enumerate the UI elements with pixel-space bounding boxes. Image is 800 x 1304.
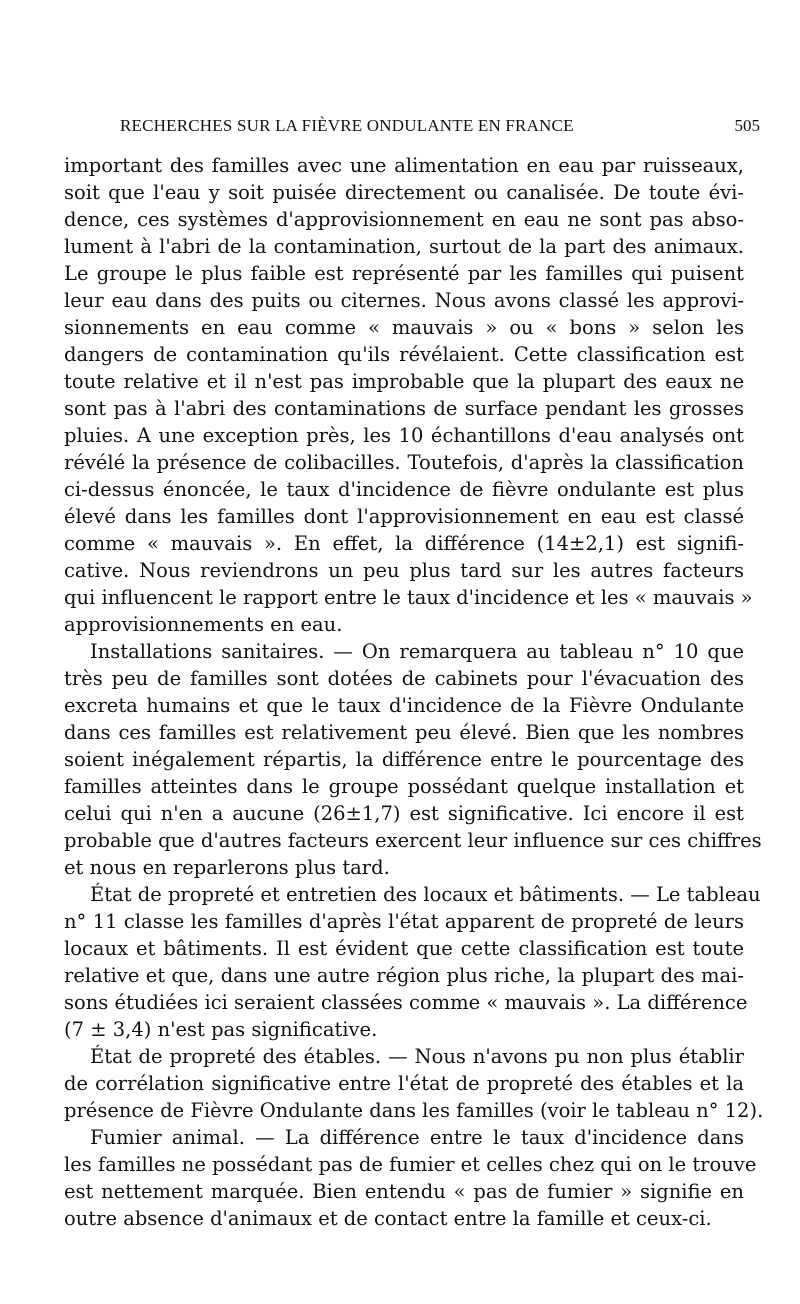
- text-line: [64, 476, 744, 503]
- text-line: [64, 260, 744, 287]
- text-line: [64, 719, 744, 746]
- line-text: familles atteintes dans le groupe possédant quelque installation et: [64, 775, 744, 798]
- line-text: les familles ne possédant pas de fumier et celles chez qui on le trouve: [64, 1153, 757, 1176]
- text-line: [64, 1070, 744, 1097]
- line-text: ci-dessus énoncée, le taux d'incidence de fièvre ondulante est plus: [64, 478, 744, 501]
- text-line: [64, 1124, 744, 1151]
- text-line: [64, 881, 761, 908]
- line-text: approvisionnements en eau.: [64, 613, 343, 636]
- text-line: [64, 557, 744, 584]
- paragraph-heading: Installations sanitaires.: [90, 640, 325, 663]
- line-text: soit que l'eau y soit puisée directement ou canalisée. De toute évi-: [64, 181, 744, 204]
- line-text: (7 ± 3,4) n'est pas significative.: [64, 1018, 378, 1041]
- paragraph-heading: Fumier animal.: [90, 1126, 245, 1149]
- line-text: dangers de contamination qu'ils révélaient. Cette classification est: [64, 343, 744, 366]
- line-text: présence de Fièvre Ondulante dans les familles (voir le tableau n° 12).: [64, 1099, 764, 1122]
- text-line: [64, 206, 744, 233]
- line-text: est nettement marquée. Bien entendu « pas de fumier » signifie en: [64, 1180, 744, 1203]
- running-title: RECHERCHES SUR LA FIÈVRE ONDULANTE EN FRANCE: [120, 116, 574, 135]
- text-line: [64, 800, 744, 827]
- line-text: — Nous n'avons pu non plus établir: [381, 1045, 744, 1068]
- line-text: comme « mauvais ». En effet, la différence (14±2,1) est signifi-: [64, 532, 744, 555]
- line-text: de corrélation significative entre l'état de propreté des étables et la: [64, 1072, 744, 1095]
- text-line: [64, 746, 744, 773]
- line-text: excreta humains et que le taux d'incidence de la Fièvre Ondulante: [64, 694, 744, 717]
- text-line: [64, 1016, 744, 1043]
- line-text: soient inégalement répartis, la différence entre le pourcentage des: [64, 748, 744, 771]
- paragraph-heading: État de propreté des étables.: [90, 1045, 382, 1068]
- paragraph-heading: État de propreté et entretien des locaux et bâtiments.: [90, 883, 625, 906]
- line-text: — On remarquera au tableau n° 10 que: [324, 640, 744, 663]
- text-line: [64, 773, 744, 800]
- text-line: [64, 908, 744, 935]
- text-line: [64, 449, 744, 476]
- line-text: dans ces familles est relativement peu élevé. Bien que les nombres: [64, 721, 744, 744]
- text-line: [64, 692, 744, 719]
- page-number: 505: [734, 116, 760, 135]
- line-text: — Le tableau: [624, 883, 761, 906]
- line-text: dence, ces systèmes d'approvisionnement en eau ne sont pas abso-: [64, 208, 744, 231]
- line-text: important des familles avec une alimentation en eau par ruisseaux,: [64, 154, 744, 177]
- line-text: celui qui n'en a aucune (26±1,7) est significative. Ici encore il est: [64, 802, 744, 825]
- line-text: sont pas à l'abri des contaminations de surface pendant les grosses: [64, 397, 744, 420]
- line-text: révélé la présence de colibacilles. Toutefois, d'après la classification: [64, 451, 744, 474]
- line-text: n° 11 classe les familles d'après l'état apparent de propreté de leurs: [64, 910, 744, 933]
- text-line: [64, 962, 744, 989]
- line-text: qui influencent le rapport entre le taux d'incidence et les « mauvais »: [64, 586, 753, 609]
- line-text: élevé dans les familles dont l'approvisionnement en eau est classé: [64, 505, 744, 528]
- text-line: [64, 422, 744, 449]
- line-text: outre absence d'animaux et de contact entre la famille et ceux-ci.: [64, 1207, 712, 1230]
- text-line: [64, 395, 744, 422]
- line-text: locaux et bâtiments. Il est évident que cette classification est toute: [64, 937, 744, 960]
- text-line: [64, 1205, 744, 1232]
- text-line: [64, 665, 744, 692]
- text-line: [64, 854, 744, 881]
- text-line: [64, 341, 744, 368]
- text-line: [64, 935, 744, 962]
- line-text: et nous en reparlerons plus tard.: [64, 856, 390, 879]
- text-line: [64, 530, 744, 557]
- text-line: [64, 503, 744, 530]
- text-line: [64, 152, 744, 179]
- line-text: sons étudiées ici seraient classées comme « mauvais ». La différence: [64, 991, 748, 1014]
- text-line: [64, 287, 744, 314]
- text-line: [64, 827, 762, 854]
- text-line: [64, 1097, 764, 1124]
- text-line: [64, 1178, 744, 1205]
- line-text: cative. Nous reviendrons un peu plus tard sur les autres facteurs: [64, 559, 744, 582]
- text-line: [64, 638, 744, 665]
- line-text: lument à l'abri de la contamination, surtout de la part des animaux.: [64, 235, 744, 258]
- line-text: toute relative et il n'est pas improbable que la plupart des eaux ne: [64, 370, 744, 393]
- text-line: [64, 1151, 757, 1178]
- line-text: relative et que, dans une autre région plus riche, la plupart des mai-: [64, 964, 744, 987]
- text-line: [64, 989, 748, 1016]
- text-line: [64, 368, 744, 395]
- text-line: [64, 1043, 744, 1070]
- line-text: probable que d'autres facteurs exercent leur influence sur ces chiffres: [64, 829, 762, 852]
- text-line: [64, 314, 744, 341]
- text-line: [64, 233, 744, 260]
- line-text: — La différence entre le taux d'incidence dans: [244, 1126, 744, 1149]
- text-line: [64, 611, 744, 638]
- body-text: [64, 152, 764, 1232]
- line-text: pluies. A une exception près, les 10 échantillons d'eau analysés ont: [64, 424, 744, 447]
- line-text: leur eau dans des puits ou citernes. Nous avons classé les approvi-: [64, 289, 744, 312]
- running-header: [60, 116, 760, 144]
- line-text: sionnements en eau comme « mauvais » ou « bons » selon les: [64, 316, 744, 339]
- text-line: [64, 179, 744, 206]
- line-text: très peu de familles sont dotées de cabinets pour l'évacuation des: [64, 667, 744, 690]
- line-text: Le groupe le plus faible est représenté par les familles qui puisent: [64, 262, 744, 285]
- text-line: [64, 584, 753, 611]
